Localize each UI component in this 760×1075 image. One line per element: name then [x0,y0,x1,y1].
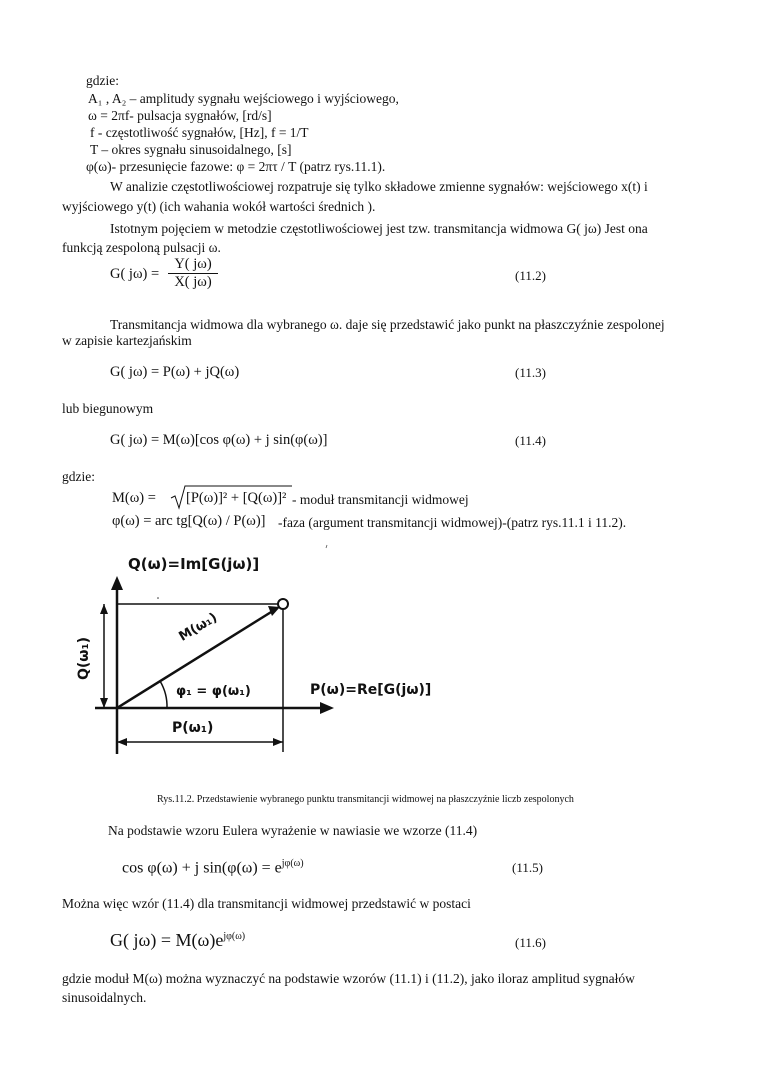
legend-heading: gdzie: [86,73,119,88]
eq2-denominator: X( jω) [168,273,218,291]
eq4: G( jω) = M(ω)[cos φ(ω) + j sin(φ(ω)] [110,432,328,448]
eq6-tag: (11.6) [515,935,546,950]
legend-period: T – okres sygnału sinusoidalnego, [s] [90,142,292,157]
def1-radicand: [P(ω)]² + [Q(ω)]² [186,490,287,506]
gdzie-2: gdzie: [62,469,95,484]
para6-line2: sinusoidalnych. [62,990,147,1005]
eq5-exponent: jφ(ω) [281,858,304,869]
x-axis-label: P(ω)=Re[G(jω)] [310,682,432,698]
eq2-numerator: Y( jω) [174,256,212,272]
x-axis-arrow [320,702,334,714]
para2-line2: funkcją zespoloną pulsacji ω. [62,240,221,255]
para3-line2: w zapisie kartezjańskim [62,333,192,348]
eq4-tag: (11.4) [515,433,546,448]
para2-line1: Istotnym pojęciem w metodzie częstotliwościowej jest tzw. transmitancja widmowa G( jω) Jest ona [110,221,648,236]
y-axis-arrow [111,576,123,590]
point-marker [278,599,288,609]
para4: Na podstawie wzoru Eulera wyrażenie w nawiasie we wzorze (11.4) [108,823,478,838]
para1-line2: wyjściowego y(t) (ich wahania wokół wartości średnich ). [62,199,376,214]
para1-line1: W analizie częstotliwościowej rozpatruje się tylko składowe zmienne sygnałów: wejściowego x(t) i [110,179,648,194]
para5: Można więc wzór (11.4) dla transmitancji widmowej przedstawić w postaci [62,896,471,911]
q-label: Q(ω₁) [76,637,92,680]
eq5 [122,855,304,876]
def1-lhs: M(ω) = [112,490,156,506]
eq2-lhs: G( jω) = [110,266,160,282]
eq6-body: G( jω) = M(ω)e [110,930,224,950]
eq6 [110,928,245,949]
def2-description: -faza (argument transmitancji widmowej)-(patrz rys.11.1 i 11.2). [278,515,627,530]
eq2-tag: (11.2) [515,268,546,283]
para6-line1: gdzie moduł M(ω) można wyznaczyć na podstawie wzorów (11.1) i (11.2), jako iloraz amplitud sygnałów [62,971,635,986]
p-label: P(ω₁) [172,720,214,736]
modulus-label: M(ω₁) [176,610,221,645]
eq5-tag: (11.5) [512,860,543,875]
eq3: G( jω) = P(ω) + jQ(ω) [110,364,240,380]
legend-pulsation: ω = 2πf- pulsacja sygnałów, [rd/s] [88,108,272,123]
phase-arc [160,681,167,708]
para3-line1: Transmitancja widmowa dla wybranego ω. daje się przedstawić jako punkt na płaszczyźnie zespolonej [110,317,665,332]
def2-formula: φ(ω) = arc tg[Q(ω) / P(ω)] [112,513,266,529]
y-axis-label: Q(ω)=Im[G(jω)] [128,555,260,573]
figure-caption: Rys.11.2. Przedstawienie wybranego punktu transmitancji widmowej na płaszczyźnie liczb zespolonych [157,794,574,805]
lub-biegunowym: lub biegunowym [62,401,154,416]
legend-frequency: f - częstotliwość sygnałów, [Hz], f = 1/T [90,125,309,140]
eq5-body: cos φ(ω) + j sin(φ(ω) = e [122,859,282,877]
eq6-exponent: jφ(ω) [223,931,246,942]
legend-amplitudes: A₁ , A₂ – amplitudy sygnału wejściowego i wyjściowego, [88,91,399,106]
eq3-tag: (11.3) [515,365,546,380]
def1-description: - moduł transmitancji widmowej [292,492,469,507]
phase-label: φ₁ = φ(ω₁) [176,684,251,699]
legend-phase: φ(ω)- przesunięcie fazowe: φ = 2πτ / T (patrz rys.11.1). [86,159,386,174]
